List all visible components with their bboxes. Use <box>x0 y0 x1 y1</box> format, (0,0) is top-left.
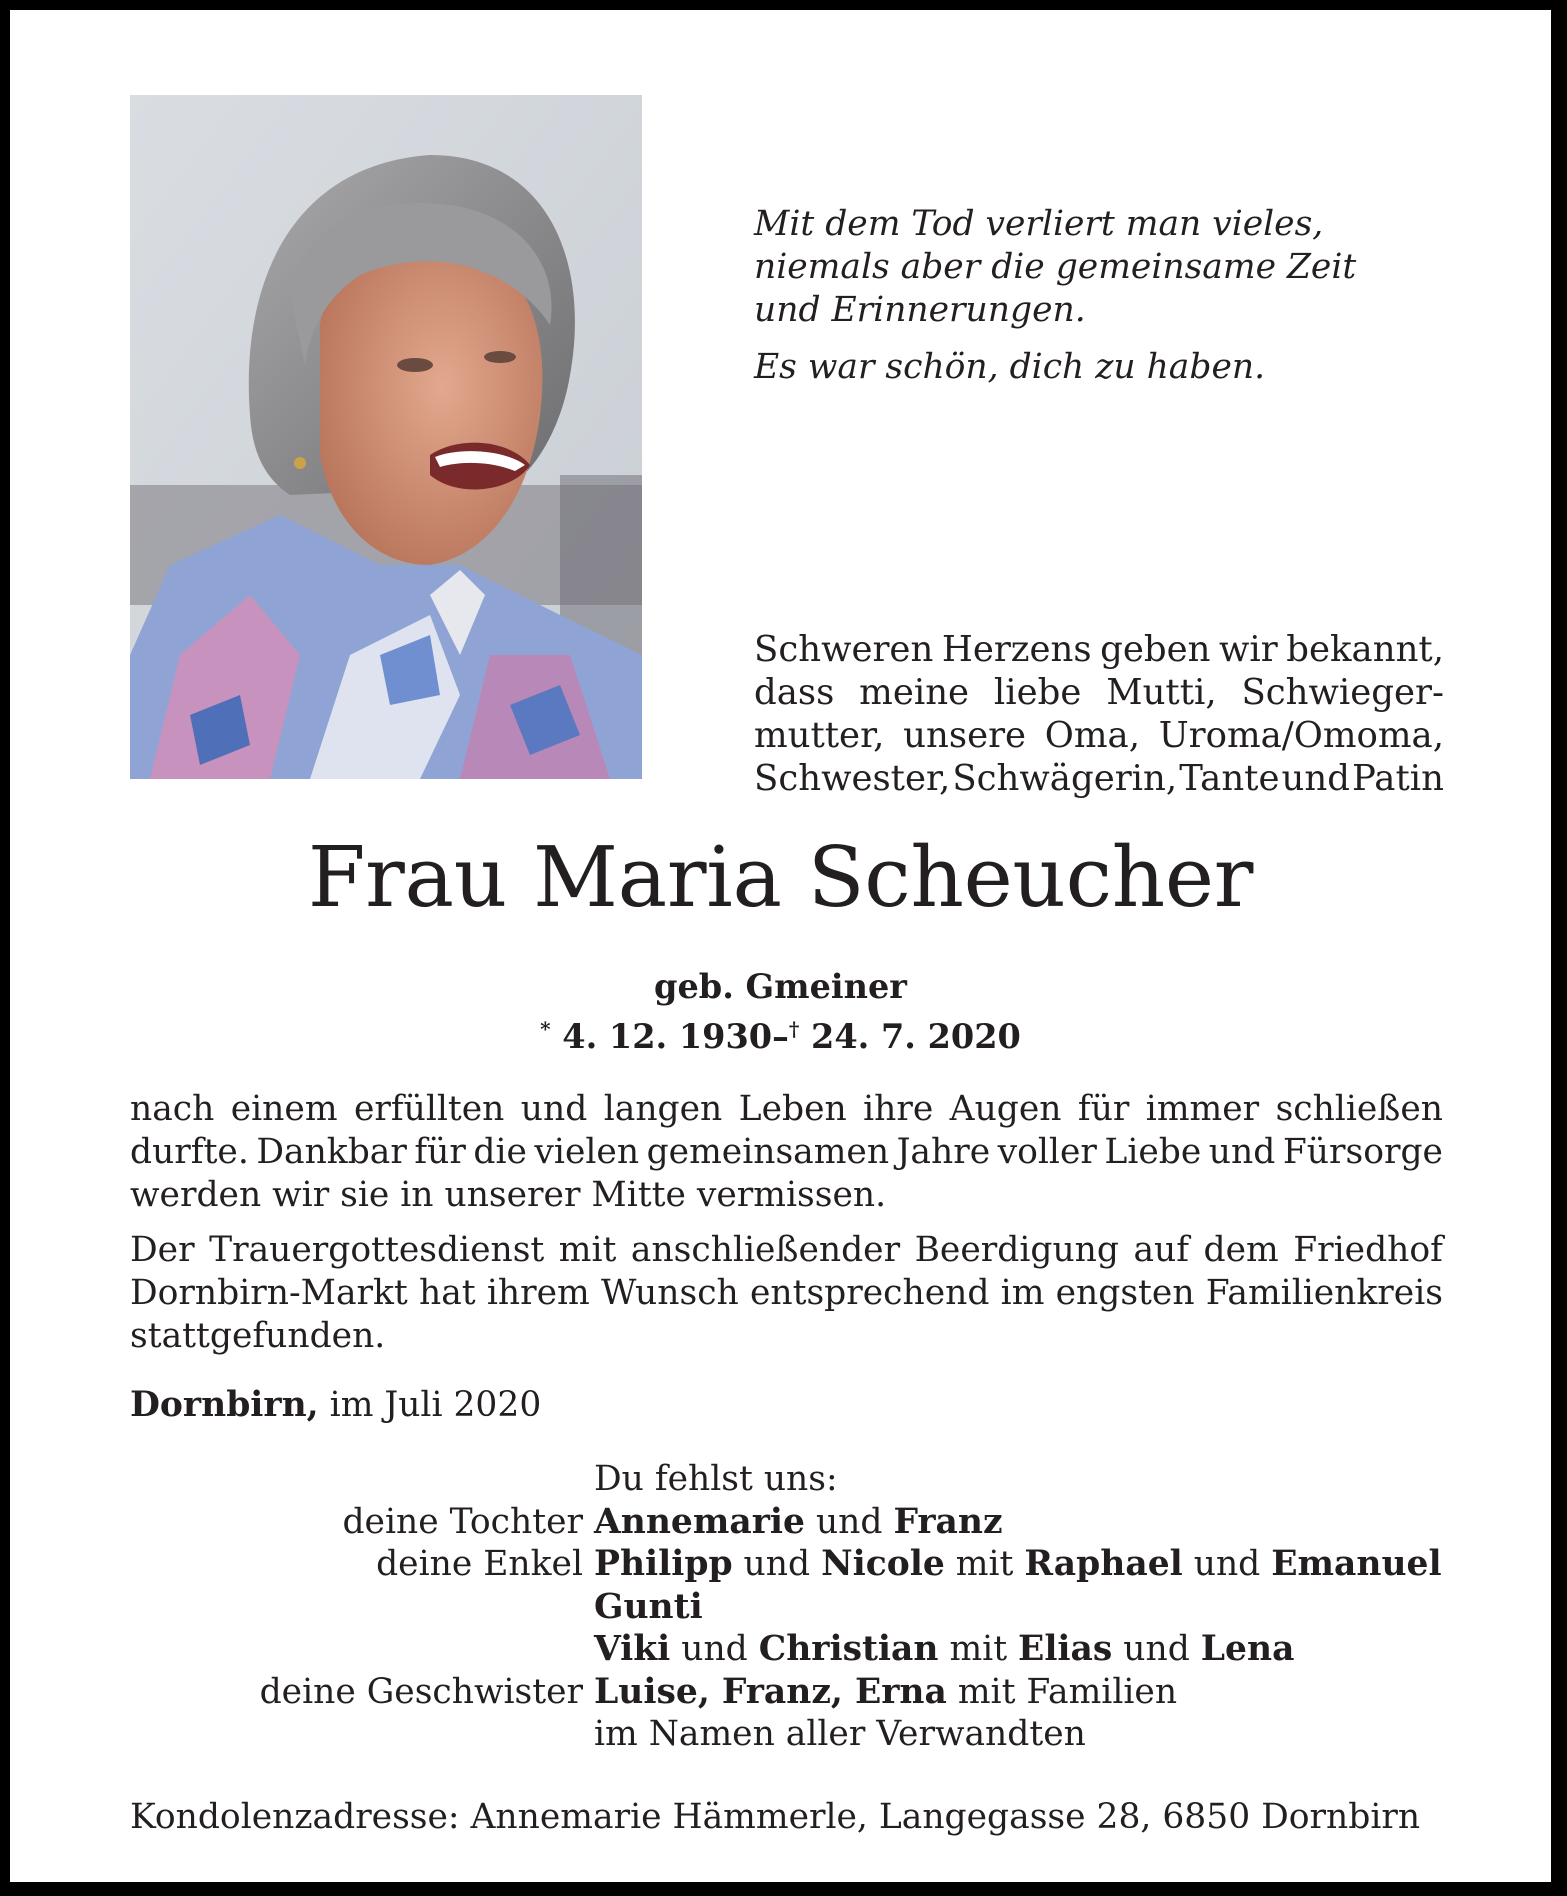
body-paragraph <box>130 1088 1443 1217</box>
word: Friedhof <box>1293 1230 1443 1270</box>
word: auf <box>1133 1230 1190 1270</box>
word: und <box>520 1089 588 1129</box>
connector-text: mit <box>938 1629 1019 1669</box>
body-line: werden wir sie in unserer Mitte vermissen. <box>130 1175 887 1215</box>
word: Patin <box>1352 758 1444 799</box>
word: langen <box>603 1089 723 1129</box>
memorial-quote <box>754 203 1454 389</box>
quote-line: Mit dem Tod verliert man vieles, <box>754 204 1324 244</box>
word: und <box>1281 758 1350 799</box>
signature-row <box>10 1586 1551 1629</box>
connector-text: im Namen aller Verwandten <box>594 1714 1086 1754</box>
signature-row <box>10 1543 1551 1586</box>
word: engsten <box>1055 1273 1195 1313</box>
relative-names <box>594 1713 1086 1756</box>
signature-row <box>10 1671 1551 1714</box>
birth-date: 4. 12. 1930 <box>562 1017 773 1056</box>
word: für <box>1077 1089 1130 1129</box>
connector-text: mit <box>944 1544 1025 1584</box>
relation-label: deine Tochter <box>342 1501 583 1542</box>
announcement-body <box>130 1088 1443 1358</box>
word: Jahre <box>896 1132 991 1172</box>
relative-name: Elias <box>1018 1629 1113 1669</box>
word: gemeinsamen <box>646 1132 890 1172</box>
word: und <box>1208 1132 1276 1172</box>
relation-label: deine Enkel <box>376 1544 583 1584</box>
word: Schwieger- <box>1241 672 1444 713</box>
word: immer <box>1145 1089 1260 1129</box>
intro-line <box>754 757 1444 800</box>
body-line <box>130 1272 1443 1315</box>
word: dem <box>1203 1230 1279 1270</box>
intro-line <box>754 628 1444 671</box>
word: voller <box>997 1132 1097 1172</box>
word: durfte. <box>130 1132 249 1172</box>
word: liebe <box>993 672 1082 713</box>
word: Schweren <box>754 629 934 670</box>
obituary-notice <box>10 10 1551 1882</box>
relative-name: Lena <box>1200 1629 1295 1669</box>
word: anschließender <box>630 1230 901 1270</box>
connector-text: und <box>804 1501 894 1542</box>
word: hat <box>419 1273 476 1313</box>
body-line <box>130 1088 1443 1131</box>
word: Der <box>130 1230 195 1270</box>
signature-row <box>10 1501 1551 1544</box>
signature-block <box>10 1458 1551 1756</box>
word: Uroma/Omoma, <box>1158 715 1444 756</box>
connector-text: und <box>732 1544 822 1584</box>
word: Familienkreis <box>1205 1273 1443 1313</box>
word: Schwester, <box>754 758 951 799</box>
relative-name: Luise, Franz, Erna <box>594 1671 947 1712</box>
word: unsere <box>903 715 1027 756</box>
word: Dornbirn-Markt <box>130 1273 408 1313</box>
word: Mutti, <box>1106 672 1217 713</box>
connector-text: und <box>1182 1544 1272 1584</box>
word: Liebe <box>1104 1132 1202 1172</box>
quote-line: niemals aber die gemeinsame Zeit <box>754 247 1357 287</box>
body-line <box>130 1131 1443 1174</box>
relative-name: Viki <box>594 1629 671 1669</box>
quote-verse <box>754 203 1454 332</box>
body-line: stattgefunden. <box>130 1316 386 1356</box>
word: Schwägerin, <box>952 758 1178 799</box>
relative-names <box>594 1543 1442 1586</box>
relative-names <box>594 1671 1177 1714</box>
relative-name: Nicole <box>821 1544 945 1584</box>
death-symbol: † <box>788 1017 800 1041</box>
date-dash: – <box>772 1017 789 1056</box>
announcement-intro <box>754 628 1444 800</box>
word: schließen <box>1275 1089 1443 1129</box>
word: Beerdigung <box>914 1230 1119 1270</box>
intro-line <box>754 671 1444 714</box>
relative-names <box>594 1586 703 1629</box>
word: Leben <box>738 1089 847 1129</box>
relative-name: Raphael <box>1024 1544 1183 1584</box>
word: geben <box>1100 629 1211 670</box>
relative-names <box>594 1501 1003 1544</box>
connector-text: und <box>670 1629 759 1669</box>
word: Trauergottesdienst <box>209 1230 545 1270</box>
signature-row <box>10 1628 1551 1671</box>
quote-line: und Erinnerungen. <box>754 290 1086 330</box>
word: Oma, <box>1044 715 1140 756</box>
relative-name: Christian <box>758 1629 939 1669</box>
relative-names <box>594 1628 1294 1671</box>
word: entsprechend <box>749 1273 990 1313</box>
body-line <box>130 1229 1443 1272</box>
condolence-address: Kondolenzadresse: Annemarie Hämmerle, Langegasse 28, 6850 Dornbirn <box>130 1797 1421 1837</box>
word: Wunsch <box>601 1273 739 1313</box>
word: vielen <box>534 1132 640 1172</box>
relative-name: Annemarie <box>594 1501 805 1542</box>
word: Fürsorge <box>1282 1132 1443 1172</box>
word: einem <box>230 1089 338 1129</box>
quote-closing <box>754 346 1454 389</box>
word: die <box>473 1132 527 1172</box>
death-date: 24. 7. 2020 <box>811 1017 1021 1056</box>
quote-closing-line: Es war schön, dich zu haben. <box>754 347 1266 387</box>
word: Dankbar <box>256 1132 407 1172</box>
date: im Juli 2020 <box>318 1385 542 1425</box>
connector-text: und <box>1112 1629 1201 1669</box>
word: ihre <box>863 1089 934 1129</box>
relative-name: Emanuel <box>1271 1544 1442 1584</box>
born-symbol: * <box>540 1017 551 1041</box>
word: wir <box>1219 629 1278 670</box>
signature-heading: Du fehlst uns: <box>594 1459 838 1499</box>
deceased-name: Frau Maria Scheucher <box>307 829 1254 926</box>
word: mit <box>558 1230 617 1270</box>
word: für <box>414 1132 466 1172</box>
relative-name: Franz <box>893 1501 1003 1542</box>
word: erfüllten <box>353 1089 505 1129</box>
signature-row <box>10 1713 1551 1756</box>
word: ihrem <box>486 1273 590 1313</box>
word: Herzens <box>941 629 1092 670</box>
connector-text: mit Familien <box>946 1671 1178 1712</box>
word: bekannt, <box>1286 629 1444 670</box>
word: nach <box>130 1089 215 1129</box>
place: Dornbirn, <box>130 1385 319 1425</box>
intro-line <box>754 714 1444 757</box>
relative-name: Gunti <box>594 1586 703 1627</box>
portrait-photo <box>130 95 642 779</box>
word: Tante <box>1179 758 1280 799</box>
word: meine <box>859 672 970 713</box>
relative-name: Philipp <box>594 1544 733 1584</box>
body-paragraph <box>130 1229 1443 1358</box>
life-dates <box>10 1008 1551 1058</box>
birth-name: geb. Gmeiner <box>654 967 907 1006</box>
relation-label: deine Geschwister <box>259 1671 583 1712</box>
place-date <box>130 1384 541 1427</box>
word: dass <box>754 672 835 713</box>
signature-heading-row <box>10 1458 1551 1501</box>
word: Augen <box>949 1089 1062 1129</box>
word: im <box>1000 1273 1045 1313</box>
word: mutter, <box>754 715 885 756</box>
